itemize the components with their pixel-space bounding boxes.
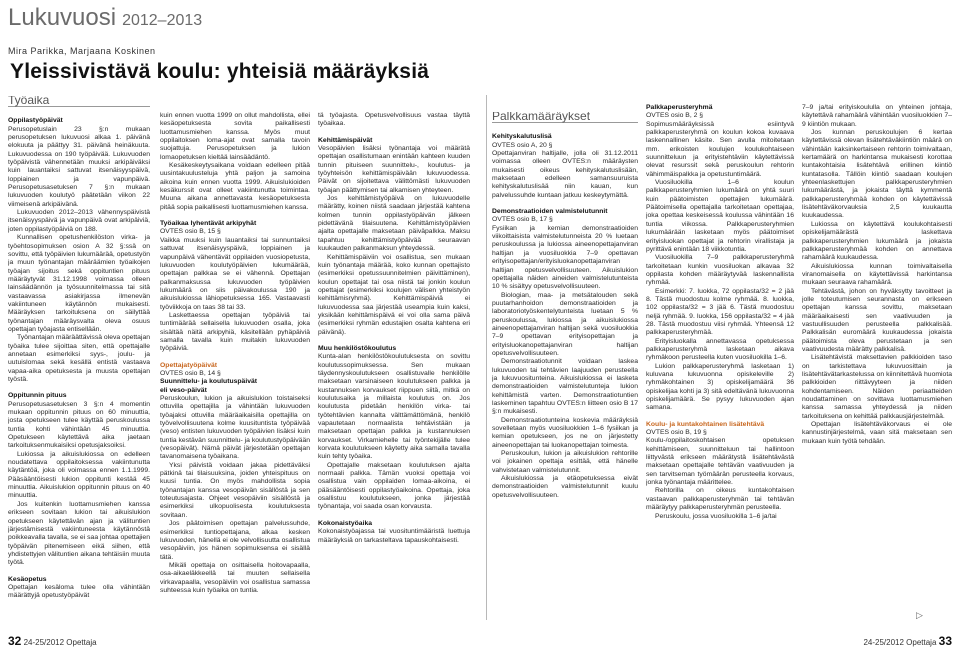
paragraph: Perusopetusasetuksen 3 §:n 4 momentin mukaan oppitunnin pituus on 60 minuuttia, josta opetukseen tulee käyttää peruskoulussa tuntia kohti vähintään 45 minuuttia. Opetukseen käytettävä aika jaetaan tarkoituksenmukaisiksi opetusjaksoiksi. <box>8 400 150 450</box>
paragraph: Fysiikan ja kemian demonstraatioiden viikoittaisista valmistelutunneista 20 % luetaan peruskoulussa ja lukiossa aineenopettajanviran haltijan ja vuosiluokkia 7–9 opettavan erityisopettajan/erityisluokanopettajanviran haltijan opetusvelvollisuuteen. Aikuislukion opettajalla näiden aineiden valmistelutunteista 10 % sisältyy opetusvelvollisuuteen. <box>492 224 638 291</box>
subheading: Oppilastyöpäivät <box>8 117 63 125</box>
text-column-3 <box>318 112 470 628</box>
subheading: Kokonaistyöaika <box>318 519 373 527</box>
paragraph: Laskettaessa opettajan työpäiviä tai tuntimäärää sellaisella lukuvuoden osalla, joka sisältää näitä arkipyhiä, käsitellään pyhäpäiviä samalla tavalla kuin muitakin lukuvuoden työpäiviä. <box>160 311 310 353</box>
subheading: Työaikaa lyhentävät arkipyhät <box>160 220 257 228</box>
paragraph: Peruskoulu, jossa vuosiluokilla 1–6 ja/tai <box>655 512 777 520</box>
paragraph: 7–9 ja/tai erityiskoululla on yhteinen johtaja, käytettävä rahamäärä vähintään vuosiluokkien 7–9 kiintiön mukaan. <box>802 104 952 128</box>
paragraph: Koulu-/oppilaitoskohtaisen opetuksen kehittämiseen, suunnitteluun tai hallintoon liittyvästä erikseen määrätystä lisätehtävästä maksetaan opettajalle tehtävän vaativuuden ja sen tarvitseman työmäärän perusteella korvaus, jonka työnantaja määrittelee. <box>646 437 794 487</box>
paragraph: kuin ennen vuotta 1999 on ollut mahdollista, ellei kesäopetuksesta sovita paikallisesti luottamusmiehen kanssa. Myös muut oppilaitoksen loma-ajat ovat samalla tavoin suojattuja. Perusopetuksen ja lukion lomaopetuksen kieltää lainsäädäntö. <box>160 112 310 161</box>
paragraph: Mikäli opettaja on osittaisella hoitovapaalla, osa-aikaeläkkeellä tai muuten sellaisella virkavapaalla, vesopäiviin voi osallistua samassa suhteessa kuin työaika on tuntia. <box>160 561 310 594</box>
subheading: Palkkaperusteryhmä <box>646 104 713 111</box>
paragraph: Demonstraatiotunnit voidaan laskea lukuvuoden tai tehtävien laajuuden perusteella ja lukuvuositunteina. Aikuislukiossa ei lasketa demonstraatioiden valmistelutunteja lukion kehittämistä varten. Demonstraatiotuntien laskeminen tapahtuu OVTES:n liitteen osio B 17 §:n mukaisesti. <box>492 358 638 416</box>
subheading: Kehityskalutuslisä <box>492 133 552 141</box>
subheading: eli veso-päivät <box>160 386 207 394</box>
paragraph: Työnantajan määräättävissä oleva opettajan työaika tulee sijoittaa siten, että opettajalle annetaan esimerkiksi syys-, joulu- ja uutuislomaa sekä kesällä entistä vastaava vapaa-aika opetuksesta ja muusta opettajan työstä. <box>8 334 150 383</box>
text-column-5 <box>646 104 794 628</box>
footer-right <box>863 634 952 646</box>
paragraph: Aikuislukiossa kunnan toimivaltaisella viranomaisella on käytettävissä harkintansa mukaan seuraava rahamäärä. <box>802 262 952 287</box>
reference: OVTES osio B, 15 § <box>160 228 221 236</box>
paragraph: Jos kehittämistyöpäivä on lukuvuodelle määrätty, koinen niistä saadaan järjestää kahtena kolmen tunnin oppilastyöpäivän jälkeen pidettävänä tilaisuutena. Kehittämistyöpäivien ajalta opettajalle maksetaan päiväpalkka. Maksu tapahtuu kehittämistyöpäivää seuraavan kuukauden palkanmaksun yhteydessä. <box>318 195 470 253</box>
text-column-4 <box>492 112 638 628</box>
text-column-2 <box>160 112 310 628</box>
subheading: Oppitunnin pituus <box>8 392 67 400</box>
paragraph: Erityisluokalla annettavassa opetuksessa palkkaperusteryhmä lasketaan aikava ryhmäkoon perusteella kuten vuosiluokilla 1–6. <box>646 337 794 362</box>
reference: OVTES osio B, 2 § <box>646 112 704 120</box>
subheading: Kesäopetus <box>8 575 47 583</box>
subheading-orange: Opettajatyöpäivät <box>160 361 218 369</box>
paragraph: Kunta-alan henkilöstökoulutuksesta on sovittu koulutussopimuksessa. Sen mukaan täydennyskoulutukseen osallistuvalle henkilölle maksetaan varsinaiseen koulutukseen palkka ja kustannuksen korvaukset riippuen siitä, mitkä on koulutusaika ja millaista koulutus on. Jos koulutusta pidetään henkilön virka- tai työtehtävien kannalta välttämättömänä, henkilö vapautetaan normaalista tehtävistään ja maksetaan opettajan palkka ja kustannuksen korvaukset. Virkamiehelle tai työntekijälle tulee korvata koulutukseen käytetty aika samalla tavalla kuin tehty työaika. <box>318 353 470 461</box>
publication-years: 2012–2013 <box>122 12 203 29</box>
continue-arrow-icon: ▷ <box>916 610 923 620</box>
paragraph: Kokonaistyöajassa tai vuosituntimääristä luettuja määräyksiä on tarkasteltava tapauskohtaisesti. <box>318 528 470 544</box>
subheading: Kehittämispäivät <box>318 136 373 144</box>
footer-left <box>8 634 97 646</box>
paragraph: Jos kuitenkin luottamusmiehen kanssa erikseen sovitaan lukion tai aikuislukion opetukseen käytettävän ajan ja välituntien järjestämisestä vakiintuneesta käytännöstä poikkeavalla tavalla, se ei saa johtaa opettajien työpäivän pitenemiseen eikä siihen, että yhdistettyjen välituntien aikana tehtäisiin muuta työtä. <box>8 500 150 567</box>
paragraph: Opettajan lisätehtäväkorvaus ei ole kannustinjärjestelmä, vaan sitä maksetaan sen mukaan kuin työtä tehdään. <box>802 421 952 445</box>
paragraph: Opettajanviran haltijalle, jolla oli 31.12.2011 voimassa olleen OVTES:n määräysten mukaisesti oikeus kehityskalutuslisään, maksetaan edelleen samansuuruista kehityskalutuslisää niin kauan, kun palvelussuhde kuntaan jatkuu keskeytymättä. <box>492 150 638 199</box>
paragraph: Lukiossa ja aikuislukiossa on edelleen noudatettava oppilaitoksessa vakiintunutta käytäntöä, joka oli voimassa ennen 1.1.1999. Pääsääntöisesti lukion oppitunti kestää 45 minuuttia. Aikuislukion oppitunnin pituus on 40 minuuttia. <box>8 450 150 500</box>
subheading-orange: Koulu- ja kuntakohtainen lisätehtävä <box>646 420 765 428</box>
paragraph: Sopimusmääräyksissä esiintyvä palkkaperusteryhmä on koulun kokoa kuvaava laskennallinen käsite. Sen avulla mitoitetaan mm. erikoisten koulujen koulukohtaiseen suunnitteluun ja erityistehtäviin käytettävissä olevat resurssit sekä peruskoulun rehtorin vähimmäispalkka ja opetustuntimäärä. <box>646 120 794 178</box>
paragraph: Tehtävästä, johon on hyväksytty tavoitteet ja jolle toteutumisen seurannasta on erikseen opettajan kanssa sovittu, maksetaan määräaikaisesti sen vaativuuden ja vastuullisuuden perusteella palkkalisää. Palkkalisän euromäärä kuukaudessa jokaista päätoimista oleva perustetaan ja sen vaativuudesta määrätty palkkalisä. <box>802 287 952 353</box>
reference: OVTES osio B, 19 § <box>646 429 707 437</box>
text-column-1 <box>8 96 150 628</box>
paragraph: Opettajalle maksetaan koulutuksen ajalta normaali palkka. Tämän vuoksi opettaja voi osallistua vain oppilaiden lomaa-aikoina, ei pääsääntöisesti oppilastyöaikoina. Opettaja, joka osallistuu koulutukseen, jonka järjestää työnantaja, voi saada osan korvausta. <box>318 461 470 511</box>
paragraph: Vuosiluokilla 1–6 koulun palkkaperusteryhmien lukumäärä on yhtä suuri kuin päätoimisten opettajien lukumäärä. Päätoimisella opettajalla tarkoitetaan opettajaa, joka opettaa keskeisessä koulussa vähintään 16 tuntia viikossa. Palkkaperusteryhmien lukumäärään lasketaan myös päätoimiset erityisluokan opettajat ja rehtorin virallistaja ja pyrittävä enintään 18 viikkotuntia. <box>646 179 794 253</box>
authors: Mira Parikka, Marjaana Koskinen <box>8 46 156 56</box>
paragraph: Biologian, maa- ja metsätalouden sekä puutarhanhoidon demonstraatioiden ja laboratoriotyöskentelytunteista luetaan 5 % peruskoulussa, lukiossa ja aikuislukiossa aineenopettajanviran haltijan sekä vuosiluokkia 7–9 opettavan erityisopettajan ja erityisluokanopettajanviran haltijan opetusvelvollisuuteen. <box>492 291 638 357</box>
paragraph: Aikuislukiossa ja etäopetuksessa eivät demonstraatioiden valmistelutunnit kuulu opetusvelvollisuuteen. <box>492 475 638 499</box>
paragraph: Vesopäivien lisäksi työnantaja voi määrätä opettajan osallistumaan enintään kahteen kuuden tunnin pituiseen suunnittelu-, koulutus- ja työyhteisön kehittämispäivään lukuvuodessa. Päivät on sijoitettava välittömästi lukuvuoden työajan päättymisen tai alkamisen yhteyteen. <box>318 145 470 194</box>
page-number-right: 33 <box>938 634 952 648</box>
reference: OVTES osio A, 20 § <box>492 141 553 149</box>
issue-label-right: 24-25/2012 Opettaja <box>863 638 937 647</box>
article-headline: Yleissivistävä koulu: yhteisiä määräyksiä <box>10 60 430 83</box>
paragraph: Peruskoulun, lukion ja aikuislukion toistaiseksi ottuvilla opettajilla ja vähintään lukuvuoden työajaksi ottuvilla määräaikaisilla opettajilla on työvelvollisuutena kolme kuusituntista työpäivää (veso) entisten lukuvuoden työpäivien lisäksi kuin tuntia kestävän suunnittelu- ja koulutustyöpäivään (vesopäivät). Nämä päivät järjestetään opettajan tavanomaisena työaikana. <box>160 395 310 461</box>
paragraph: tä työajasta. Opetusvelvollisuus vastaa täyttä työaikaa. <box>318 112 470 128</box>
paragraph: Lukion palkkaperusteryhmä lasketaan 1) kuluvana lukuvuonna opiskeleville 2) ryhmäkohtainen 3) opiskelijamäärä 36 opiskelijaa kohti ja 3) sitä edeltävänä lukuvuonna opiskelijamäärä. Se pysyy lukuvuoden ajan samana. <box>646 362 794 412</box>
reference: OVTES osio B, 14 § <box>160 369 221 377</box>
page-number-left: 32 <box>8 634 22 648</box>
publication-name: Lukuvuosi <box>8 4 117 31</box>
paragraph: Lisätehtävistä maksettavien palkkioiden taso on tarkistettava lukuvuosittain ja lisätehtävätarkastelussa on kiinnitettävä huomiota palkkioiden riittävyyteen ja niiden kohdentamiseen. Näiden periaatteiden noudattaminen on sovittava luottamusmiehen kanssa samassa yhteydessä ja niiden tarkoituksena on kehittää palkkausjärjestelmää. <box>802 354 952 420</box>
paragraph: Esimerkki: 7. luokka, 72 oppilasta/32 = 2 jää 8. Tästä muodostuu kolme ryhmää. 8. luokka, 102 oppilasta/32 = 3 jää 6. Tästä muodostuu neljä ryhmää. 9. luokka, 156 oppilasta/32 = 4 jää 28. Tästä muodostuu viisi ryhmää. Yhteensä 12 palkkaperusteryhmää. <box>646 287 794 337</box>
page-gutter-line <box>486 95 487 620</box>
subheading: Demonstraatioiden valmistelutunnit <box>492 208 608 216</box>
section-heading-tyoaika: Työaika <box>8 96 150 107</box>
paragraph: Vuosiluokilla 7–9 palkkaperusteryhmä tarkoitetaan kunkin vuosiluokan alkavaa 32 oppilasta kohden määräytyvää laskennallista ryhmää. <box>646 254 794 287</box>
paragraph: Kunnallisen opetushenkilöston virka- ja työehtosopimuksen osion A 32 §:ssä on sovittu, että työpäivien lukumäärää, opetustyön ja muun työnantajan määräämien työaikojen työajan sijoitus sekä oppituntien pituus määräytyvät 31.12.1998 voimassa olleen lainsäädännön ja työsuunnitelmassa tai sitä vastaavassa asiakirjassa ilmenevän vakiintuneen käytännön mukaisesti. Määräyksen tarkoituksena on säilyttää työnantajan määräysvalta oleva osuus opettajan työajasta entisellään. <box>8 234 150 333</box>
paragraph: Kehittämispäiviin voi osallistua, sen mukaan kuin työnantaja määrää, koko kunnan opettajisto (esimerkiksi opetussuunnitelmien päivittäminen), koulun opettajat tai osa niistä tai jonkin koulun opettajat (esimerkiksi koulujen välisen yhteistyön kehittämisryhmä). Kehittämispäiviä ei lukuvuodessa saa järjestää useampia kuin kaksi, yksikään kehittämispäivä ei voi olla sama päivä (esimerkiksi ryhmän edustajien osalta kahtena eri päivänä). <box>318 253 470 336</box>
paragraph: Yksi päivistä voidaan jakaa pidettäväksi pätkinä tai tilaisuuksina, joiden yhteispituus on kuusi tuntia. On myös mahdollista sopia työnantajan kanssa vesopäivän sisällöstä ja sen toteutusajasta. Ohjeet vesopäiviin sisällöstä ja esimerkiksi ulkopuolisesta koulutuksesta sovitaan. <box>160 461 310 519</box>
paragraph: Vaikka muuksi kuin lauantaiksi tai sunnuntaiksi sattuvat itsenäisyyspäivä, loppiainen ja vapunpäivä vähentävät oppilaiden vuosiopetusta, lukuvuoden koulutyöpäivien lukumäärää, opettajan palkkaa se ei vähennä. Opettajan palkanmaksussa lukuvuoden työpäivien lukumäärä on siis päivakoulussa 190 ja aikuislukiossa lähiopetuksessa 165. Vastaavasti työviikkoja on taas 38 tai 33. <box>160 236 310 311</box>
paragraph: Demonstraatiotunteina koskevia määräyksiä sovelletaan myös vuosiluokkien 1–6 fysiikan ja kemian opetukseen, jos ne on järjestetty aineenopettajan tai luokanopettajan toimesta. <box>492 416 638 449</box>
publication-title <box>8 4 202 32</box>
issue-label-left: 24-25/2012 Opettaja <box>23 638 97 647</box>
paragraph: Rehtorilla on oikeus kuntakohtaisen vastaavan palkkaperusteryhmän tai tehtävän määräytyy palkkaperusteryhmän perusteella. <box>646 487 794 512</box>
paragraph: Perusopetuslain 23 §:n mukaan perusopetuksen lukuvuosi alkaa 1. päivänä elokuuta ja päättyy 31. päivänä heinäkuuta. Lukuvuodessa on 190 työpäivää. Lukuvuoden työpäivistä vähennetään muuksi arkipäiväksi kuin lauantaiksi sattuvat itsenäisyyspäivä, loppiainen ja vapunpäivä. Perusopetusasetuksen 7 §:n mukaan lukuvuoden koulutyö päätetään viikon 22 viimeisenä arkipäivänä. <box>8 125 150 208</box>
paragraph: Jos kunnan peruskoulujen 6 kertaa käytettävissä olevan lisätehtäväkiintiön määrä on vähintään kaksinkertaiseen rehtorin toimivaltaan, kertamäärä on harkintansa mukaisesti korottaa kuntakohtaisia lisätehtävä erillinen kiintiö kuntatasolla. Tällöin kiintiö saadaan koulujen yhteenlaskettujen palkkaperusteryhmien lukumäärästä, ja jokaista täyttä kymmentä palkkaperusteryhmää kohden on käytettävissä lisätehtäväkorvauksia 2,5 kuukautta kuukaudessa. <box>802 129 952 220</box>
section-heading-palkkamaaraykset: Palkkamääräykset <box>492 112 638 123</box>
paragraph: Opettajan kesäloma tulee olla vähintään määrättyjä opetustyöpäivät <box>8 583 150 600</box>
paragraph: Jos päätoimisen opettajan palvelussuhde, esimerkiksi tuntiopettajana, alkaa kesken lukuvuoden, hänellä ei ole velvollisuutta osallistua vesopäiviin, jos hänen sopimuksensa ei sisällä tätä. <box>160 520 310 561</box>
subheading: Suunnittelu- ja koulutuspäivät <box>160 378 258 386</box>
paragraph: Lukiossa on käytettävä koulukohtaisesti opiskelijamäärästä laskettava palkkaperusteryhmien lukumäärä ja jokaista palkkaperusteryhmää kohden on annettava rahamäärä kuukaudessa. <box>802 220 952 262</box>
paragraph: Peruskoulun, lukion ja aikuislukion rehtorille voi jokainen opettaja esittää, että hänelle vahvistetaan valmistelutunnit. <box>492 450 638 474</box>
paragraph: Kesäkeskeytysaikana voidaan edelleen pitää uusintakuulusteluja yhtä paljon ja samoina aikoina kuin ennen vuotta 1999. Aikuislukioiden kesäkurssit ovat olleet vakiintunutta toimintaa. Muuna aikana annettavasta kesäopetuksesta pitää sopia paikallisesti luottamusmiehen kanssa. <box>160 162 310 211</box>
reference: OVTES osio B, 17 § <box>492 216 553 224</box>
paragraph: Lukuvuoden 2012–2013 vähennyspäivistä itsenäisyyspäivä ja vapunpäivä ovat arkipäiviä, joten oppilastyöpäiviä on 188. <box>8 209 150 233</box>
page-header <box>8 4 952 83</box>
subheading: Muu henkilöstökoulutus <box>318 344 397 352</box>
text-column-6 <box>802 104 952 604</box>
